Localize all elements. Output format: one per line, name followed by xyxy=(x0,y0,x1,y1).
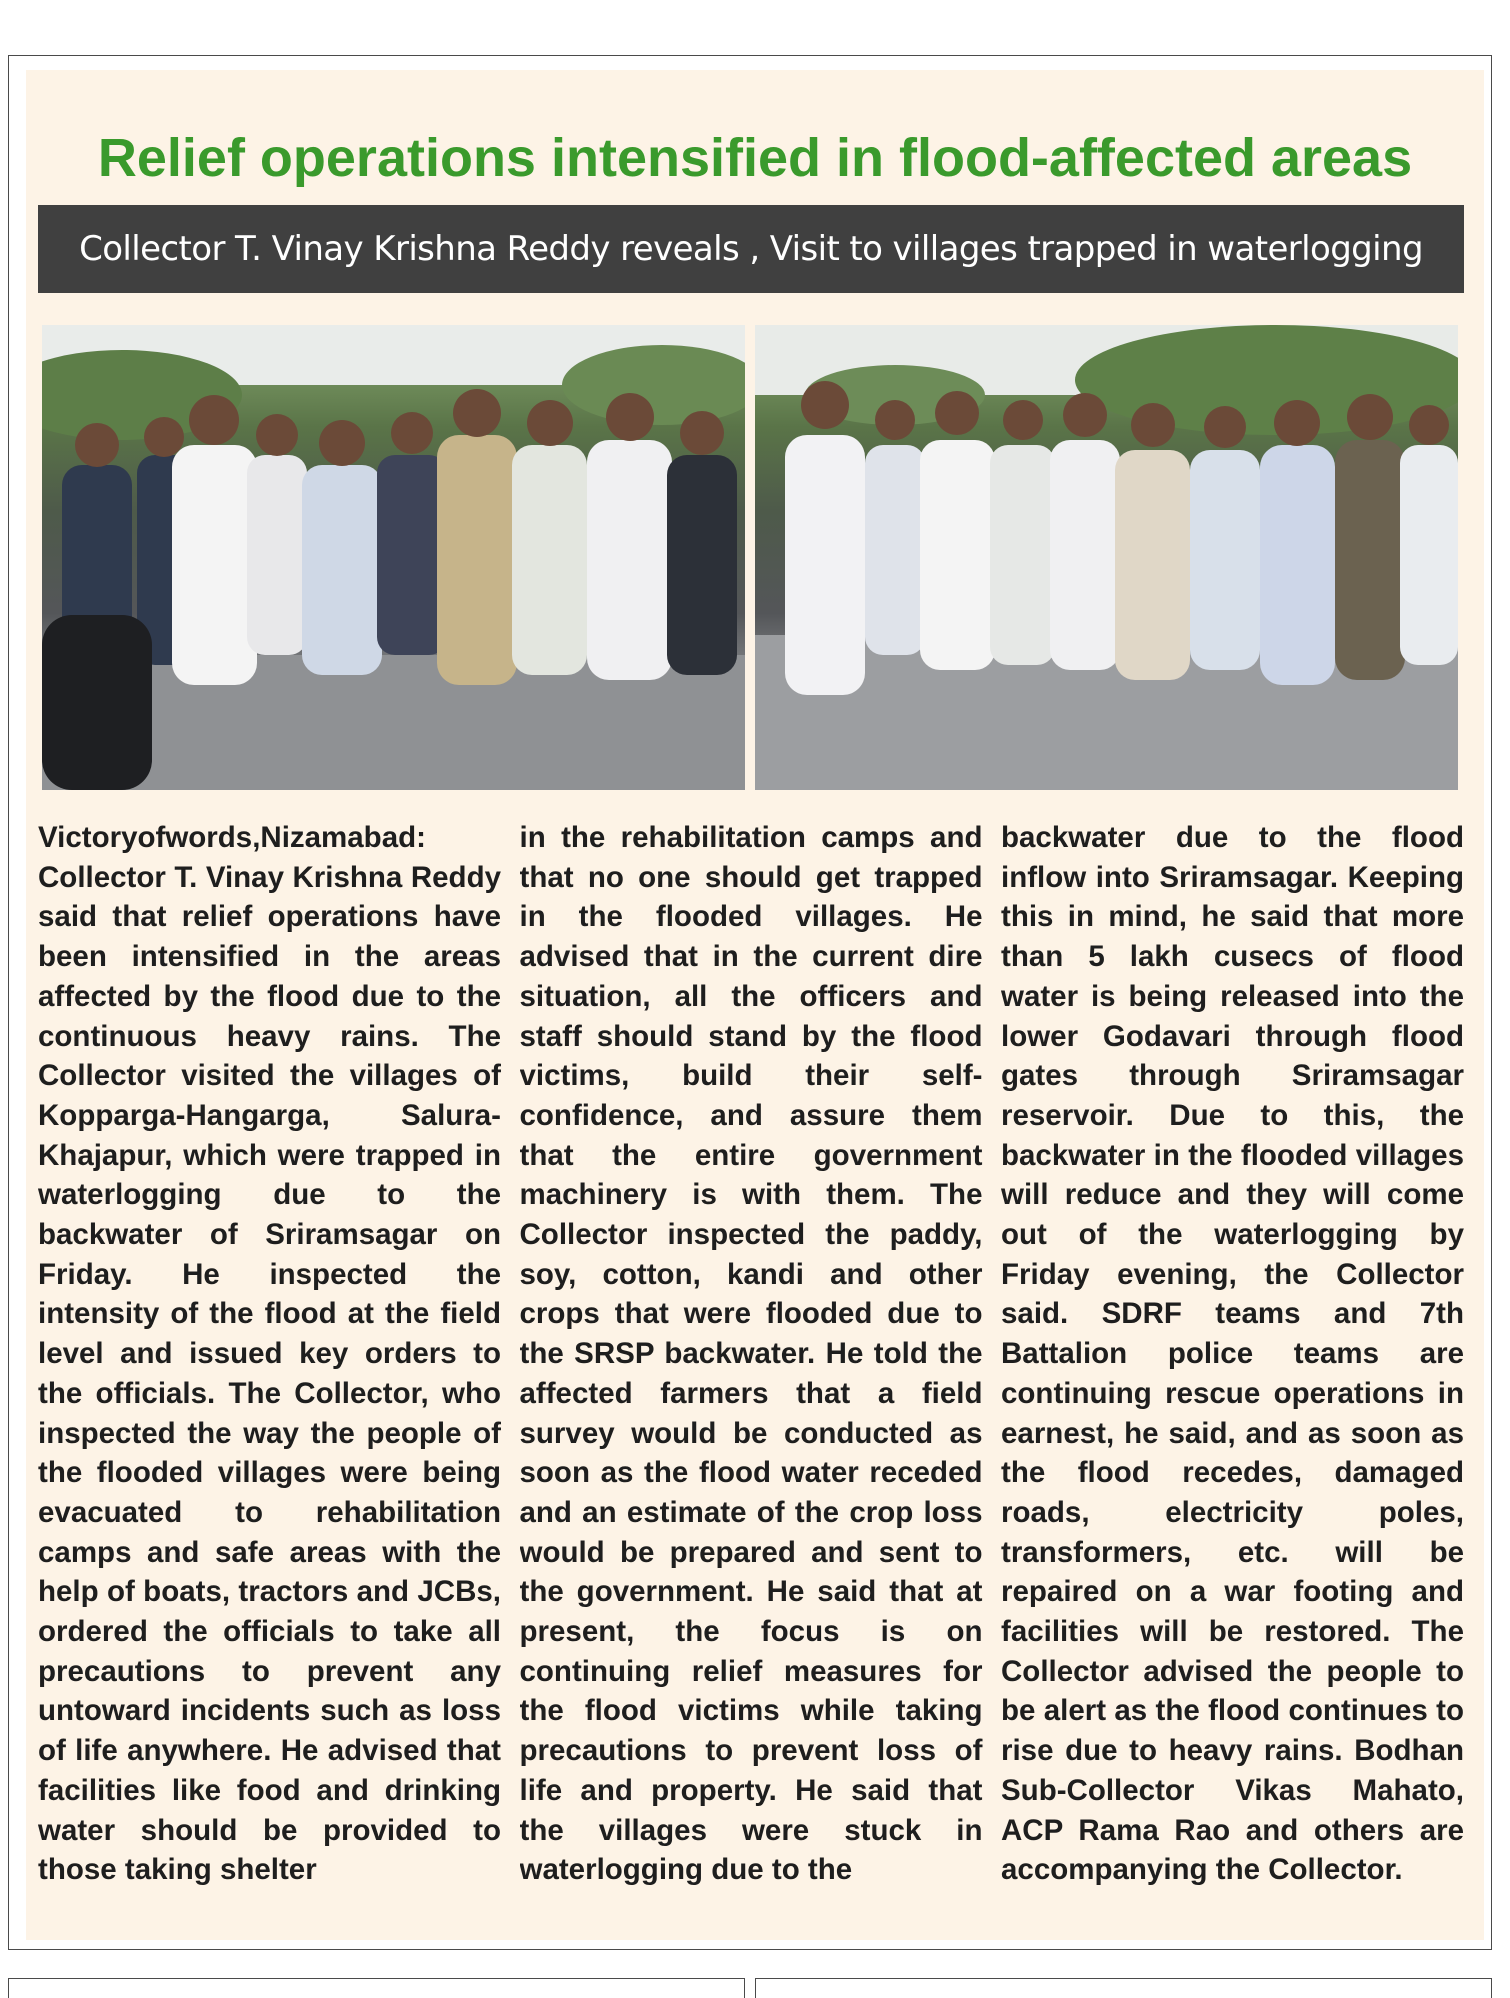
article-column-2 xyxy=(520,818,983,1930)
article-body xyxy=(38,818,1464,1930)
column-text: Collector T. Vinay Krishna Reddy said that relief operations have been intensified in the areas affected by the flood due to the continuous heavy rains. The Collector visited the villages of Kopparga-Hangarga, Salura-Khajapur, which were trapped in waterlogging due to the backwater of Sriramsagar on Friday. He inspected the intensity of the flood at the field level and issued key orders to the officials. The Collector, who inspected the way the people of the flooded villages were being evacuated to rehabilitation camps and safe areas with the help of boats, tractors and JCBs, ordered the officials to take all precautions to prevent any untoward incidents such as loss of life anywhere. He advised that facilities like food and drinking water should be provided to those taking shelter xyxy=(38,860,501,1887)
next-article-box-right xyxy=(755,1978,1492,1998)
column-text: backwater due to the flood inflow into Sriramsagar. Keeping this in mind, he said that more than 5 lakh cusecs of flood water is being released into the lower Godavari through flood gates through Sriramsagar reservoir. Due to this, the backwater in the flooded villages will reduce and they will come out of the waterlogging by Friday evening, the Collector said. SDRF teams and 7th Battalion police teams are continuing rescue operations in earnest, he said, and as soon as the flood recedes, damaged roads, electricity poles, transformers, etc. will be repaired on a war footing and facilities will be restored. The Collector advised the people to be alert as the flood continues to rise due to heavy rains. Bodhan Sub-Collector Vikas Mahato, ACP Rama Rao and others are accompanying the Collector. xyxy=(1001,821,1464,1887)
next-article-box-left xyxy=(8,1978,745,1998)
dateline: Victoryofwords,Nizamabad: xyxy=(38,821,426,854)
column-text: in the rehabilitation camps and that no one should get trapped in the flooded villages. He advised that in the current dire situation, all the officers and staff should stand by the flood victims, build their self-confidence, and assure them that the entire government machinery is with them. The Collector inspected the paddy, soy, cotton, kandi and other crops that were flooded due to the SRSP backwater. He told the affected farmers that a field survey would be conducted as soon as the flood water receded and an estimate of the crop loss would be prepared and sent to the government. He said that at present, the focus is on continuing relief measures for the flood victims while taking precautions to prevent loss of life and property. He said that the villages were stuck in waterlogging due to the xyxy=(519,821,983,1887)
photo-collector-with-officials xyxy=(42,325,745,790)
photo-collector-addressing-villagers xyxy=(755,325,1458,790)
subheadline-bar xyxy=(38,205,1464,293)
photo-right-illustration xyxy=(755,325,1458,790)
photo-left-illustration xyxy=(42,325,745,790)
article-column-1 xyxy=(38,818,501,1930)
subheadline: Collector T. Vinay Krishna Reddy reveals , Visit to villages trapped in waterlogging xyxy=(79,229,1423,269)
article-column-3 xyxy=(1001,818,1464,1930)
headline: Relief operations intensified in flood-affected areas xyxy=(97,128,1413,188)
